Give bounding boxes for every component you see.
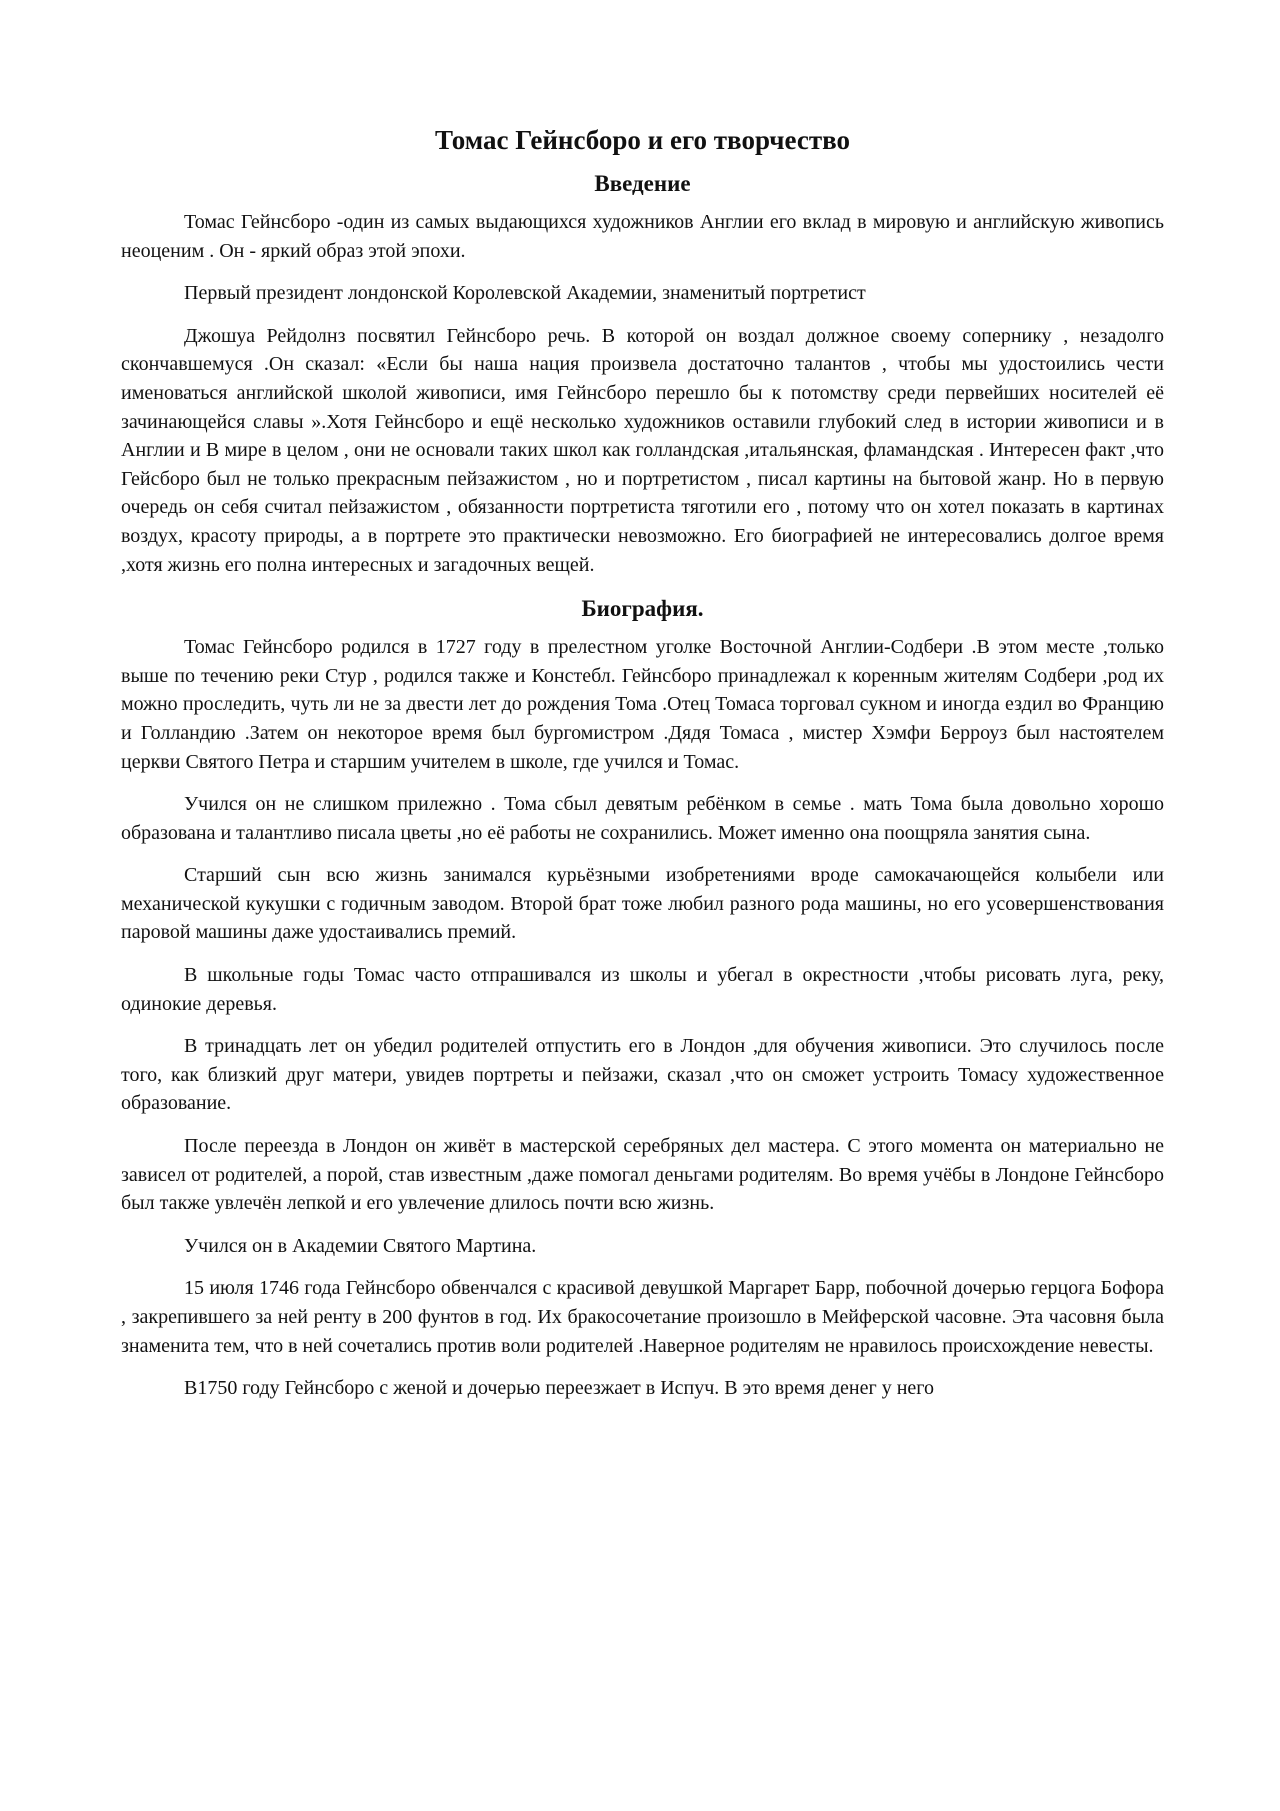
paragraph: Томас Гейнсборо -один из самых выдающихся художников Англии его вклад в мировую и английскую живопись неоценим . Он - яркий образ этой эпохи. [121, 211, 1164, 262]
paragraph: Джошуа Рейдолнз посвятил Гейнсборо речь. В которой он воздал должное своему сопернику , незадолго скончавшемуся .Он сказал: «Если бы наша нация произвела достаточно талантов , чтобы мы удостоились чести именоваться английской школой живописи, имя Гейнсборо перешло бы к потомству среди первейших носителей её зачинающейся славы ».Хотя Гейнсборо и ещё несколько художников оставили глубокий след в истории живописи и в Англии и В мире в целом , они не основали таких школ как голландская ,итальянская, фламандская . Интересен факт ,что Гейсборо был не только прекрасным пейзажистом , но и портретистом , писал картины на бытовой жанр. Но в первую очередь он себя считал пейзажистом , обязанности портретиста тяготили его , потому что он хотел показать в картинах воздух, красоту природы, а в портрете это практически невозможно. Его биографией не интересовались долгое время ,хотя жизнь его полна интересных и загадочных вещей. [121, 324, 1164, 576]
document-page [121, 122, 1164, 1417]
paragraph: Старший сын всю жизнь занимался курьёзными изобретениями вроде самокачающейся колыбели или механической кукушки с годичным заводом. Второй брат тоже любил разного рода машины, но его усовершенствования паровой машины даже удостаивались премий. [121, 864, 1164, 944]
paragraph: 15 июля 1746 года Гейнсборо обвенчался с красивой девушкой Маргарет Барр, побочной дочерью герцога Бофора , закрепившего за ней ренту в 200 фунтов в год. Их бракосочетание произошло в Мейферской часовне. Эта часовня была знаменита тем, что в ней сочетались против воли родителей .Наверное родителям не нравилось происхождение невесты. [121, 1277, 1164, 1357]
paragraph: Учился он не слишком прилежно . Тома сбыл девятым ребёнком в семье . мать Тома была довольно хорошо образована и талантливо писала цветы ,но её работы не сохранились. Может именно она поощряла занятия сына. [121, 793, 1164, 844]
document-title: Томас Гейнсборо и его творчество [435, 125, 850, 155]
paragraph: Томас Гейнсборо родился в 1727 году в прелестном уголке Восточной Англии-Содбери .В этом месте ,только выше по течению реки Стур , родился также и Констебл. Гейнсборо принадлежал к коренным жителям Содбери ,род их можно проследить, чуть ли не за двести лет до рождения Тома .Отец Томаса торговал сукном и иногда ездил во Францию и Голландию .Затем он некоторое время был бургомистром .Дядя Томаса , мистер Хэмфи Берроуз был настоятелем церкви Святого Петра и старшим учителем в школе, где учился и Томас. [121, 636, 1164, 773]
paragraph: После переезда в Лондон он живёт в мастерской серебряных дел мастера. С этого момента он материально не зависел от родителей, а порой, став известным ,даже помогал деньгами родителям. Во время учёбы в Лондоне Гейнсборо был также увлечён лепкой и его увлечение длилось почти всю жизнь. [121, 1135, 1164, 1215]
section-heading-intro: Введение [594, 171, 691, 196]
paragraph: В тринадцать лет он убедил родителей отпустить его в Лондон ,для обучения живописи. Это случилось после того, как близкий друг матери, увидев портреты и пейзажи, сказал ,что он сможет устроить Томасу художественное образование. [121, 1035, 1164, 1115]
paragraph: Первый президент лондонской Королевской Академии, знаменитый портретист [184, 282, 866, 305]
paragraph: В1750 году Гейнсборо с женой и дочерью переезжает в Испуч. В это время денег у него [184, 1377, 934, 1400]
paragraph: В школьные годы Томас часто отпрашивался из школы и убегал в окрестности ,чтобы рисовать луга, реку, одинокие деревья. [121, 964, 1164, 1015]
section-heading-biography: Биография. [581, 596, 704, 622]
paragraph: Учился он в Академии Святого Мартина. [184, 1234, 537, 1257]
